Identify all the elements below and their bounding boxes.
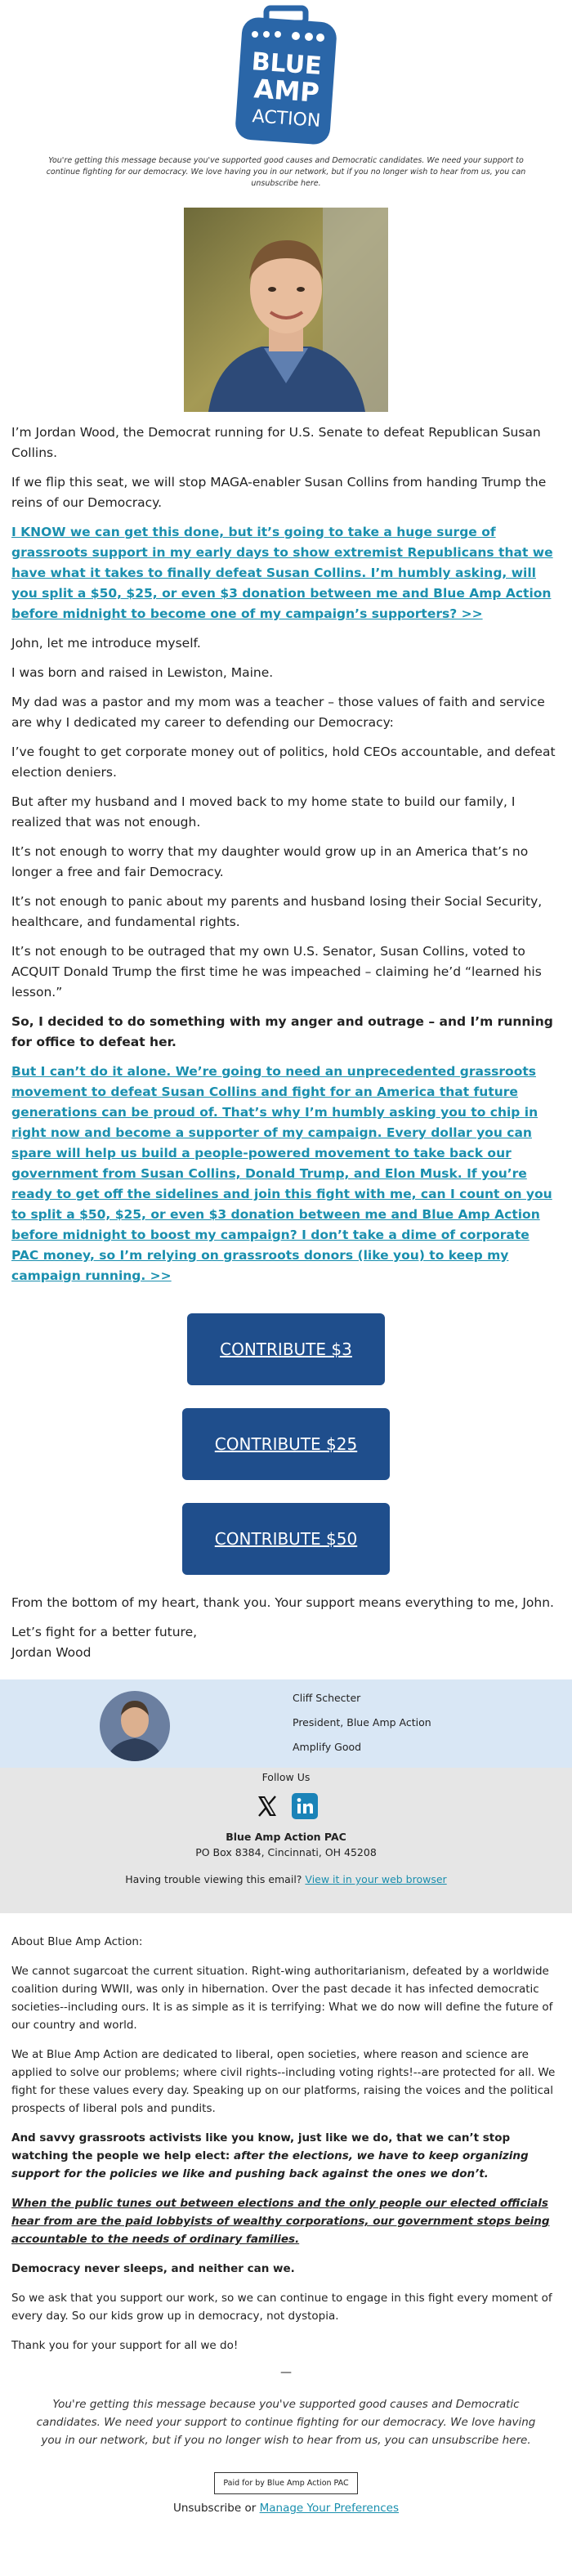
x-twitter-icon[interactable] bbox=[254, 1793, 280, 1819]
paragraph-born: I was born and raised in Lewiston, Maine. bbox=[11, 665, 274, 680]
manage-preferences-link[interactable]: Manage Your Preferences bbox=[259, 2502, 400, 2515]
follow-section bbox=[0, 1768, 572, 1913]
about-paragraph-1: We cannot sugarcoat the current situation. Right-wing authoritarianism, defeated by a worldwide coalition during WWII, was only in hibernation. Over the past decade it has infected democratic societies--including ours. It is as simple as it is terrifying: What we do now will define the future of our country and world. bbox=[11, 1965, 553, 2032]
contribute-25-button[interactable]: CONTRIBUTE $25 bbox=[182, 1408, 390, 1480]
paragraph-thank-you: From the bottom of my heart, thank you. Your support means everything to me, John. bbox=[11, 1595, 554, 1610]
logo-line2: AMP bbox=[252, 73, 321, 109]
paragraph-parents: My dad was a pastor and my mom was a teacher – those values of faith and service are why I dedicated my career to defending our Democracy: bbox=[11, 695, 545, 730]
paragraph-flip-seat: If we flip this seat, we will stop MAGA-enabler Susan Collins from handing Trump the reins of our Democracy. bbox=[11, 475, 547, 510]
about-paragraph-3-emphasis: after the elections, we have to keep organizing support for the policies we like and pushing back against the ones we don’t. bbox=[11, 2149, 529, 2180]
disclaimer-bottom: You're getting this message because you've supported good causes and Democratic candidates. We need your support to continue fighting for our democracy. We love having you in our network, but if you no longer wish to hear from us, you can unsubscribe here. bbox=[36, 2398, 536, 2447]
letter-closing bbox=[0, 1593, 572, 1663]
donate-link-1[interactable]: I KNOW we can get this done, but it’s going to take a huge surge of grassroots support in my early days to show extremist Republicans that we have what it takes to finally defeat Susan Collins. I’m humbly asking, will you split a $50, $25, or even $3 donation between me and Blue Amp Action before midnight to become one of my campaign’s supporters? >> bbox=[11, 525, 553, 621]
linkedin-icon[interactable] bbox=[292, 1793, 318, 1819]
social-links bbox=[0, 1793, 572, 1819]
contribute-50-button[interactable]: CONTRIBUTE $50 bbox=[182, 1503, 390, 1575]
about-paragraph-2: We at Blue Amp Action are dedicated to liberal, open societies, where reason and science are applied to solve our problems; where civil rights--including voting rights!--are protected for all. We fight for these values every day. Speaking up on our platforms, raising the voices and the political prospects of liberal pols and pundits. bbox=[11, 2048, 556, 2115]
paragraph-acquit: It’s not enough to be outraged that my own U.S. Senator, Susan Collins, voted to ACQUIT Donald Trump the first time he was impeached – claiming he’d “learned his lesson.” bbox=[11, 944, 542, 1000]
about-paragraph-5: Democracy never sleeps, and neither can we. bbox=[11, 2262, 295, 2275]
paragraph-fought: I’ve fought to get corporate money out of politics, hold CEOs accountable, and defeat election deniers. bbox=[11, 745, 556, 780]
view-in-browser-link[interactable]: View it in your web browser bbox=[305, 1873, 447, 1885]
donate-link-2[interactable]: But I can’t do it alone. We’re going to need an unprecedented grassroots movement to defeat Susan Collins and fight for an America that future generations can be proud of. That’s why I’m humbly asking you to chip in right now and become a supporter of my campaign. Every dollar you can spare will help us build a people-powered movement to take back our government from Susan Collins, Donald Trump, and Elon Musk. If you’re ready to get off the sidelines and join this fight with me, can I count on you to split a $50, $25, or even $3 donation between me and Blue Amp Action before midnight to boost my campaign? I don’t take a dime of corporate PAC money, so I’m relying on grassroots donors (like you) to keep my campaign running. >> bbox=[11, 1064, 552, 1283]
signer-tagline: Amplify Good bbox=[293, 1741, 362, 1753]
closing-line: Let’s fight for a better future, bbox=[11, 1625, 198, 1639]
paragraph-daughter: It’s not enough to worry that my daughter would grow up in an America that’s no longer a free and fair Democracy. bbox=[11, 844, 529, 879]
unsubscribe-text[interactable]: Unsubscribe or bbox=[172, 2502, 257, 2515]
trouble-viewing bbox=[0, 1873, 572, 1885]
org-name: Blue Amp Action PAC bbox=[226, 1831, 346, 1843]
paragraph-parents-security: It’s not enough to panic about my parents and husband losing their Social Security, healthcare, and fundamental rights. bbox=[11, 894, 543, 929]
paid-for-box: Paid for by Blue Amp Action PAC bbox=[214, 2472, 357, 2494]
logo-line1: BLUE bbox=[250, 47, 323, 81]
contribute-3-button[interactable]: CONTRIBUTE $3 bbox=[187, 1313, 385, 1385]
paid-for-container bbox=[0, 2472, 572, 2494]
paragraph-decided: So, I decided to do something with my anger and outrage – and I’m running for office to defeat her. bbox=[11, 1014, 553, 1049]
signer-title: President, Blue Amp Action bbox=[293, 1716, 431, 1729]
org-address: PO Box 8384, Cincinnati, OH 45208 bbox=[195, 1846, 377, 1858]
signer-details bbox=[293, 1686, 431, 1760]
signer-name: Cliff Schecter bbox=[293, 1692, 361, 1704]
about-section bbox=[0, 1913, 572, 2355]
signer-avatar bbox=[100, 1691, 170, 1761]
about-heading: About Blue Amp Action: bbox=[11, 1935, 143, 1948]
follow-title: Follow Us bbox=[261, 1771, 311, 1783]
about-paragraph-4: When the public tunes out between elections and the only people our elected officials hear from are the paid lobbyists of wealthy corporations, our government stops being accountable to the needs of ordinary families. bbox=[11, 2197, 550, 2246]
closing-signature: Jordan Wood bbox=[11, 1645, 92, 1660]
candidate-portrait bbox=[184, 208, 388, 412]
disclaimer-top: You're getting this message because you've supported good causes and Democratic candidates. We need your support to continue fighting for our democracy. We love having you in our network, but if you no longer wish to hear from us, you can unsubscribe here. bbox=[46, 156, 526, 188]
signature-card bbox=[0, 1679, 572, 1768]
about-paragraph-7: Thank you for your support for all we do! bbox=[11, 2339, 239, 2352]
paragraph-moved-back: But after my husband and I moved back to my home state to build our family, I realized that was not enough. bbox=[11, 794, 516, 830]
about-paragraph-6: So we ask that you support our work, so we can continue to engage in this fight every moment of every day. So our kids grow up in democracy, not dystopia. bbox=[11, 2292, 552, 2323]
paragraph-introduce: John, let me introduce myself. bbox=[11, 636, 201, 651]
section-divider: — bbox=[280, 2366, 292, 2379]
trouble-text: Having trouble viewing this email? bbox=[125, 1873, 302, 1885]
logo-header bbox=[0, 0, 572, 145]
blue-amp-action-logo[interactable] bbox=[230, 5, 342, 145]
unsubscribe-section bbox=[0, 2501, 572, 2516]
about-paragraph-3 bbox=[11, 2129, 561, 2183]
portrait-container bbox=[0, 191, 572, 414]
about-paragraph-3-lead: And savvy grassroots activists like you know, just like we do, that we can’t stop watching the people we help elect: bbox=[11, 2131, 511, 2162]
logo-line3: ACTION bbox=[251, 106, 322, 132]
letter-body bbox=[0, 423, 572, 1286]
paragraph-intro: I’m Jordan Wood, the Democrat running for U.S. Senate to defeat Republican Susan Collins. bbox=[11, 425, 541, 460]
